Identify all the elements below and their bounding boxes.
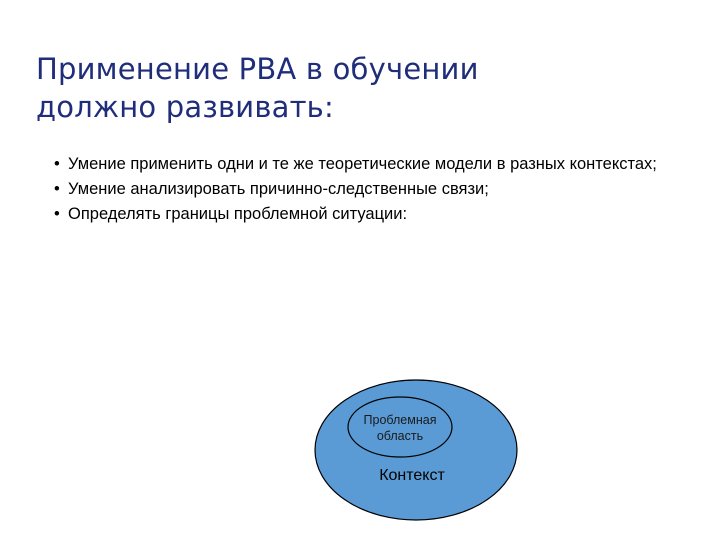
slide-title-line-1: Применение PBA в обучении (36, 52, 479, 86)
bullet-text: Определять границы проблемной ситуации: (68, 205, 408, 223)
context-diagram (300, 372, 530, 522)
problem-area-label-line-1: Проблемная (363, 413, 437, 427)
diagram-shapes (300, 372, 530, 522)
bullet-list (54, 154, 674, 229)
context-label: Контекст (379, 467, 445, 484)
slide-title-line-2: должно развивать: (36, 90, 334, 124)
bullet-marker: • (54, 155, 60, 173)
problem-area-label-line-2: область (376, 429, 424, 443)
bullet-item (54, 204, 674, 225)
problem-area-label (345, 412, 455, 444)
bullet-marker: • (54, 180, 60, 198)
bullet-marker: • (54, 205, 60, 223)
bullet-item (54, 154, 674, 175)
bullet-text: Умение применить одни и те же теоретические модели в разных контекстах; (68, 155, 657, 173)
bullet-item (54, 179, 674, 200)
bullet-text: Умение анализировать причинно-следственные связи; (68, 180, 489, 198)
slide-title (36, 50, 676, 126)
